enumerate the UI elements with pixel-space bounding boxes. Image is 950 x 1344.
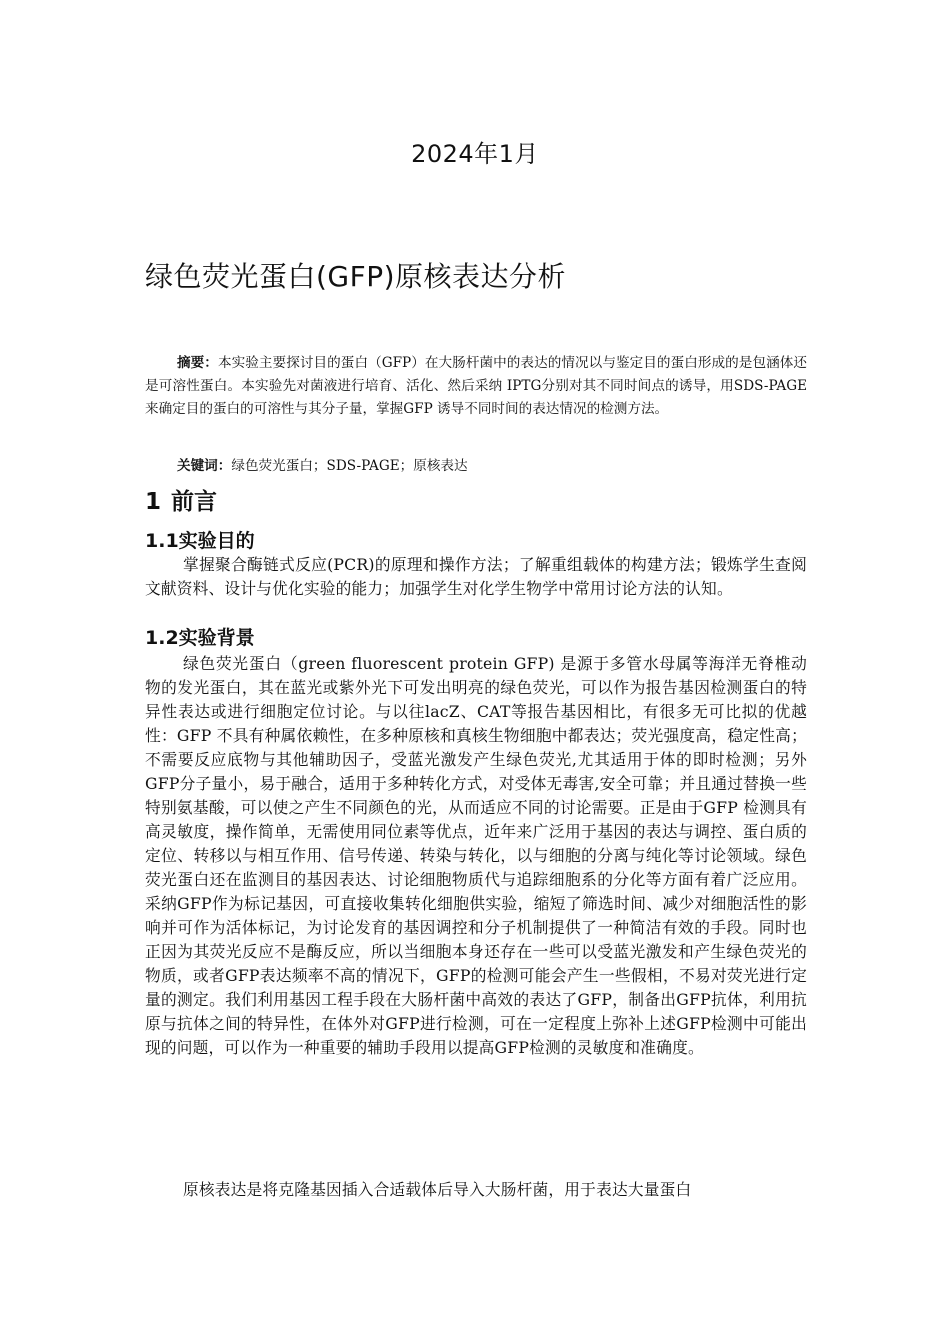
section-1-1-heading: 1.1实验目的 — [145, 530, 255, 552]
document-title: 绿色荧光蛋白(GFP)原核表达分析 — [145, 260, 567, 293]
section-1-2-heading: 1.2实验背景 — [145, 627, 255, 649]
document-date: 2024年1月 — [411, 140, 539, 168]
keywords-label: 关键词： — [177, 458, 232, 474]
section-1-heading — [145, 486, 217, 518]
section-1-2-paragraph: 绿色荧光蛋白（green fluorescent protein GFP) 是源于多管水母属等海洋无脊椎动物的发光蛋白，其在蓝光或紫外光下可发出明亮的绿色荧光，可以作为报告基因检测蛋白的特异性表达或进行细胞定位讨论。与以往lacZ、CAT等报告基因相比，有很多无可比拟的优越性：GFP 不具有种属依赖性，在多种原核和真核生物细胞中都表达；荧光强度高，稳定性高；不需要反应底物与其他辅助因子，受蓝光激发产生绿色荧光,尤其适用于体的即时检测；另外GFP分子量小，易于融合，适用于多种转化方式，对受体无毒害,安全可靠；并且通过替换一些特别氨基酸，可以使之产生不同颜色的光，从而适应不同的讨论需要。正是由于GFP 检测具有高灵敏度，操作简单，无需使用同位素等优点，近年来广泛用于基因的表达与调控、蛋白质的定位、转移以与相互作用、信号传递、转染与转化，以与细胞的分离与纯化等讨论领域。绿色荧光蛋白还在监测目的基因表达、讨论细胞物质代与追踪细胞系的分化等方面有着广泛应用。采纳GFP作为标记基因，可直接收集转化细胞供实验，缩短了筛选时间、减少对细胞活性的影响并可作为活体标记，为讨论发育的基因调控和分子机制提供了一种简洁有效的手段。同时也正因为其荧光反应不是酶反应，所以当细胞本身还存在一些可以受蓝光激发和产生绿色荧光的物质，或者GFP表达频率不高的情况下，GFP的检测可能会产生一些假相，不易对荧光进行定量的测定。我们利用基因工程手段在大肠杆菌中高效的表达了GFP，制备出GFP抗体，利用抗原与抗体之间的特异性，在体外对GFP进行检测，可在一定程度上弥补上述GFP检测中可能出现的问题，可以作为一种重要的辅助手段用以提高GFP检测的灵敏度和准确度。 — [145, 654, 807, 1057]
section-1-title: 前言 — [171, 489, 218, 515]
abstract-paragraph — [145, 352, 807, 421]
abstract-text: 本实验主要探讨目的蛋白（GFP）在大肠杆菌中的表达的情况以与鉴定目的蛋白形成的是包涵体还是可溶性蛋白。本实验先对菌液进行培育、活化、然后采纳 IPTG分别对其不同时间点的诱导，用SDS-PAGE来确定目的蛋白的可溶性与其分子量，掌握GFP 诱导不同时间的表达情况的检测方法。 — [145, 355, 808, 417]
section-1-1-paragraph: 掌握聚合酶链式反应(PCR)的原理和操作方法；了解重组载体的构建方法；锻炼学生查阅文献资料、设计与优化实验的能力；加强学生对化学生物学中常用讨论方法的认知。 — [145, 555, 807, 598]
keywords-line — [177, 456, 468, 476]
section-1-2-paragraph-2: 原核表达是将克隆基因插入合适载体后导入大肠杆菌，用于表达大量蛋白 — [183, 1180, 692, 1199]
abstract-label: 摘要： — [177, 355, 218, 371]
section-1-number: 1 — [145, 489, 162, 515]
keywords-text: 绿色荧光蛋白；SDS-PAGE；原核表达 — [231, 458, 468, 474]
